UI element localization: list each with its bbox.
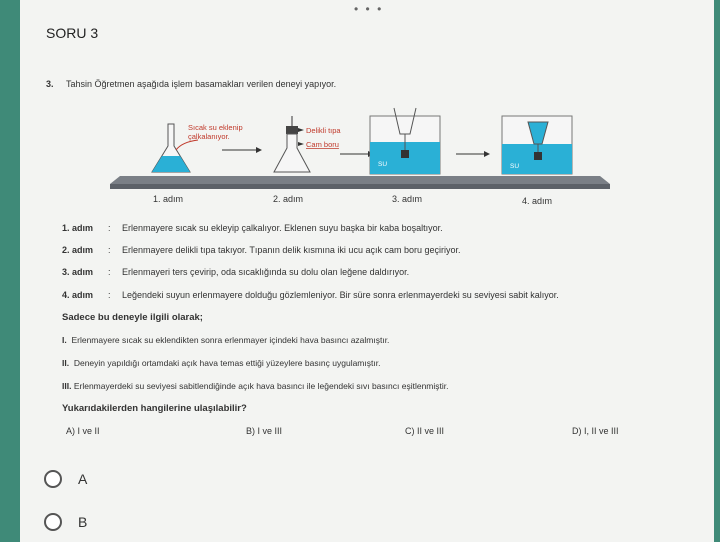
table-top	[110, 176, 610, 184]
step-1-text: Erlenmayere sıcak su ekleyip çalkalıyor. Eklenen suyu başka bir kaba boşaltıyor.	[122, 223, 443, 233]
choice-d-text: D) I, II ve III	[572, 426, 619, 436]
page-title: SORU 3	[46, 25, 99, 41]
flask-step-2	[274, 116, 310, 172]
answer-option-a[interactable]	[44, 470, 87, 488]
step-row-4: 4. adım : Leğendeki suyun erlenmayere dolduğu gözlemleniyor. Bir süre sonra erlenmayerdeki su seviyesi sabit kalıyor.	[62, 290, 559, 300]
statement-2-text: Deneyin yapıldığı ortamdaki açık hava temas ettiği yüzeylere basınç uygulamıştır.	[73, 358, 381, 368]
step-row-3: 3. adım : Erlenmayeri ters çevirip, oda sıcaklığında su dolu olan leğene daldırıyor.	[62, 267, 410, 277]
left-background-strip	[0, 0, 22, 542]
answer-option-b[interactable]	[44, 513, 87, 531]
water-label-3: SU	[378, 161, 388, 168]
statement-3	[62, 381, 449, 391]
table-edge	[110, 184, 610, 189]
choice-b-text: B) I ve III	[246, 426, 283, 436]
statement-2	[62, 358, 380, 368]
statement-2-num: II.	[62, 358, 70, 368]
step-label-3: 3. adım	[392, 194, 423, 204]
statement-1	[62, 335, 389, 345]
question-text: Tahsin Öğretmen aşağıda işlem basamakları verilen deneyi yapıyor.	[66, 79, 337, 89]
statement-3-text: Erlenmayerdeki su seviyesi sabitlendiğinde açık hava basıncı ile leğendeki sıvı basıncı eşitlenmiştir.	[73, 381, 449, 391]
statement-1-text: Erlenmayere sıcak su eklendikten sonra erlenmayer içindeki hava basıncı azalmıştır.	[71, 335, 390, 345]
right-background-strip	[714, 0, 720, 542]
choice-a-text: A) I ve II	[66, 426, 100, 436]
step-label-2: 2. adım	[273, 194, 304, 204]
step-2-text: Erlenmayere delikli tıpa takıyor. Tıpanın delik kısmına iki ucu açık cam boru geçiriyor.	[122, 245, 461, 255]
step-4-text: Leğendeki suyun erlenmayere dolduğu gözlemleniyor. Bir süre sonra erlenmayerdeki su seviyesi sabit kalıyor.	[122, 290, 559, 300]
question-number: 3.	[46, 79, 54, 89]
question-prompt: Yukarıdakilerden hangilerine ulaşılabilir?	[62, 403, 247, 414]
step-2-label: 2. adım	[62, 245, 94, 255]
experiment-figure	[110, 104, 610, 214]
step-3-text: Erlenmayeri ters çevirip, oda sıcaklığında su dolu olan leğene daldırıyor.	[122, 267, 410, 277]
radio-a[interactable]	[44, 470, 62, 488]
intro-text: Sadece bu deneyle ilgili olarak;	[62, 312, 203, 323]
step-row-1: 1. adım : Erlenmayere sıcak su ekleyip çalkalıyor. Eklenen suyu başka bir kaba boşaltıyor.	[62, 223, 443, 233]
answer-b-label[interactable]: B	[78, 514, 88, 530]
choice-c-text: C) II ve III	[405, 426, 445, 436]
answer-a-label[interactable]: A	[78, 471, 88, 487]
water-label-4: SU	[510, 163, 520, 170]
step-4-label: 4. adım	[62, 290, 94, 300]
step-row-2: 2. adım : Erlenmayere delikli tıpa takıyor. Tıpanın delik kısmına iki ucu açık cam boru geçiriyor.	[62, 245, 461, 255]
annotation-2b: Cam boru	[306, 140, 339, 149]
annotation-1-arrow	[176, 140, 198, 150]
more-dots-icon[interactable]: • • •	[354, 2, 384, 16]
step-1-label: 1. adım	[62, 223, 94, 233]
annotation-1-line-1: Sıcak su eklenip	[188, 123, 243, 132]
annotation-1-line-2: çalkalanıyor.	[188, 132, 230, 141]
step-label-4: 4. adım	[522, 196, 553, 206]
statement-3-num: III.	[62, 381, 72, 391]
radio-b[interactable]	[44, 513, 62, 531]
step-3-label: 3. adım	[62, 267, 94, 277]
flask-step-1	[152, 124, 190, 172]
annotation-2a: Delikli tıpa	[306, 126, 341, 135]
step-label-1: 1. adım	[153, 194, 184, 204]
statement-1-num: I.	[62, 335, 67, 345]
